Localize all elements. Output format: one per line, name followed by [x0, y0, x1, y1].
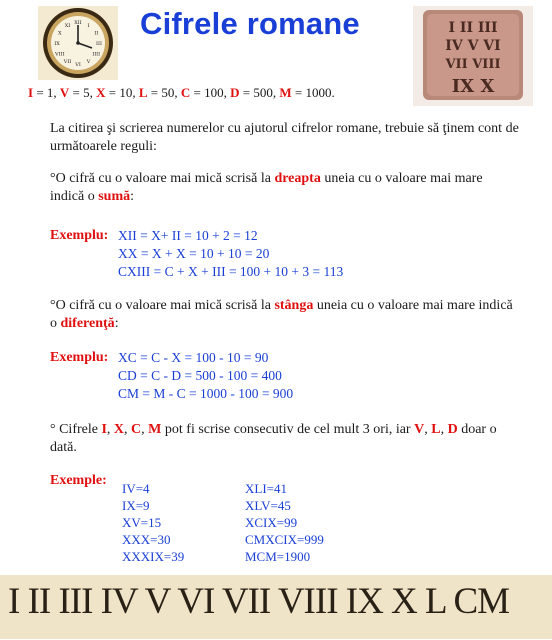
- legend-symbol: V: [59, 85, 70, 100]
- tablet-numeral-row: VII VIII: [445, 57, 501, 72]
- legend-value: = 100,: [190, 85, 231, 100]
- clock-numeral: V: [86, 59, 91, 66]
- clock-numeral: VII: [63, 59, 72, 66]
- rule-text: uneia cu o valoare mai mare indică o: [50, 298, 513, 331]
- tablet-numeral-row: I II III: [448, 20, 498, 36]
- page-title: Cifrele romane: [140, 6, 360, 41]
- clock-numeral: IIII: [92, 51, 101, 58]
- example-item: XLI=41: [245, 481, 287, 496]
- clock-numeral: VI: [75, 62, 81, 68]
- example-item: MCM=1900: [245, 549, 311, 564]
- legend-symbol: M: [279, 85, 292, 100]
- clock-numeral: XI: [64, 22, 71, 29]
- clock-numeral: XII: [74, 20, 82, 26]
- example-line: CM = M - C = 1000 - 100 = 900: [118, 386, 294, 401]
- example-label: Exemple:: [50, 473, 107, 488]
- keyword-left: stânga: [274, 298, 314, 313]
- legend-symbol: L: [138, 85, 148, 100]
- example-list-right: [245, 480, 324, 565]
- example-line: XII = X+ II = 10 + 2 = 12: [118, 228, 258, 243]
- rule-text: °O cifră cu o valoare mai mică scrisă la: [50, 171, 275, 186]
- tablet-numeral-row: IX X: [451, 76, 495, 97]
- keyword-sum: sumă: [98, 189, 131, 204]
- example-item: XCIX=99: [245, 515, 298, 530]
- stone-tablet-image: [413, 6, 533, 106]
- rule-repetition: ° Cifrele I, X, C, M pot fi scrise consecutiv de cel mult 3 ori, iar V, L, D doar o dată.: [50, 422, 497, 455]
- roman-clock-image: [38, 6, 118, 80]
- example-item: XLV=45: [245, 498, 291, 513]
- legend-value: = 10,: [105, 85, 139, 100]
- clock-numeral: VIII: [55, 51, 65, 58]
- example-list-left: [122, 480, 184, 565]
- rule-addition: °O cifră cu o valoare mai mică scrisă la dreapta uneia cu o valoare mai mare indică o sumă:: [50, 171, 483, 204]
- legend-value: = 5,: [69, 85, 97, 100]
- numeral-legend: [28, 85, 335, 101]
- clock-numeral: IX: [54, 41, 60, 47]
- legend-value: = 500,: [239, 85, 280, 100]
- clock-numeral: X: [58, 30, 62, 37]
- example-line: XC = C - X = 100 - 10 = 90: [118, 350, 269, 365]
- rule-subtraction: °O cifră cu o valoare mai mică scrisă la stânga uneia cu o valoare mai mare indică o diferenţă:: [50, 298, 513, 331]
- example-item: XXX=30: [122, 532, 171, 547]
- rule-text: uneia cu o valoare mai mare indică o: [50, 171, 483, 204]
- clock-numeral: III: [96, 41, 102, 47]
- example-item: XV=15: [122, 515, 162, 530]
- example-label: Exemplu:: [50, 228, 109, 243]
- legend-symbol: C: [180, 85, 191, 100]
- legend-symbol: D: [230, 85, 240, 100]
- example-item: XXXIX=39: [122, 549, 185, 564]
- example-item: CMXCIX=999: [245, 532, 324, 547]
- example-label: Exemplu:: [50, 350, 109, 365]
- legend-value: = 1000.: [291, 85, 335, 100]
- example-line: CXIII = C + X + III = 100 + 10 + 3 = 113: [118, 264, 344, 279]
- tablet-numeral-row: IV V VI: [445, 38, 501, 54]
- example-line: XX = X + X = 10 + 10 = 20: [118, 246, 270, 261]
- example-item: IX=9: [122, 498, 150, 513]
- carved-numerals-text: I II III IV V VI VII VIII IX X L CM: [8, 581, 510, 622]
- legend-value: = 1,: [33, 85, 60, 100]
- clock-numeral: II: [94, 30, 99, 37]
- clock-numeral: I: [87, 22, 90, 29]
- legend-value: = 50,: [147, 85, 181, 100]
- rule-text: °O cifră cu o valoare mai mică scrisă la: [50, 298, 275, 313]
- keyword-right: dreapta: [274, 171, 321, 186]
- example-item: IV=4: [122, 481, 150, 496]
- legend-symbol: I: [28, 85, 34, 100]
- keyword-difference: diferenţă: [60, 316, 115, 331]
- intro-text: La citirea şi scrierea numerelor cu ajutorul cifrelor romane, trebuie să ţinem cont de următoarele reguli:: [50, 121, 519, 154]
- example-line: CD = C - D = 500 - 100 = 400: [118, 368, 282, 383]
- legend-symbol: X: [96, 85, 106, 100]
